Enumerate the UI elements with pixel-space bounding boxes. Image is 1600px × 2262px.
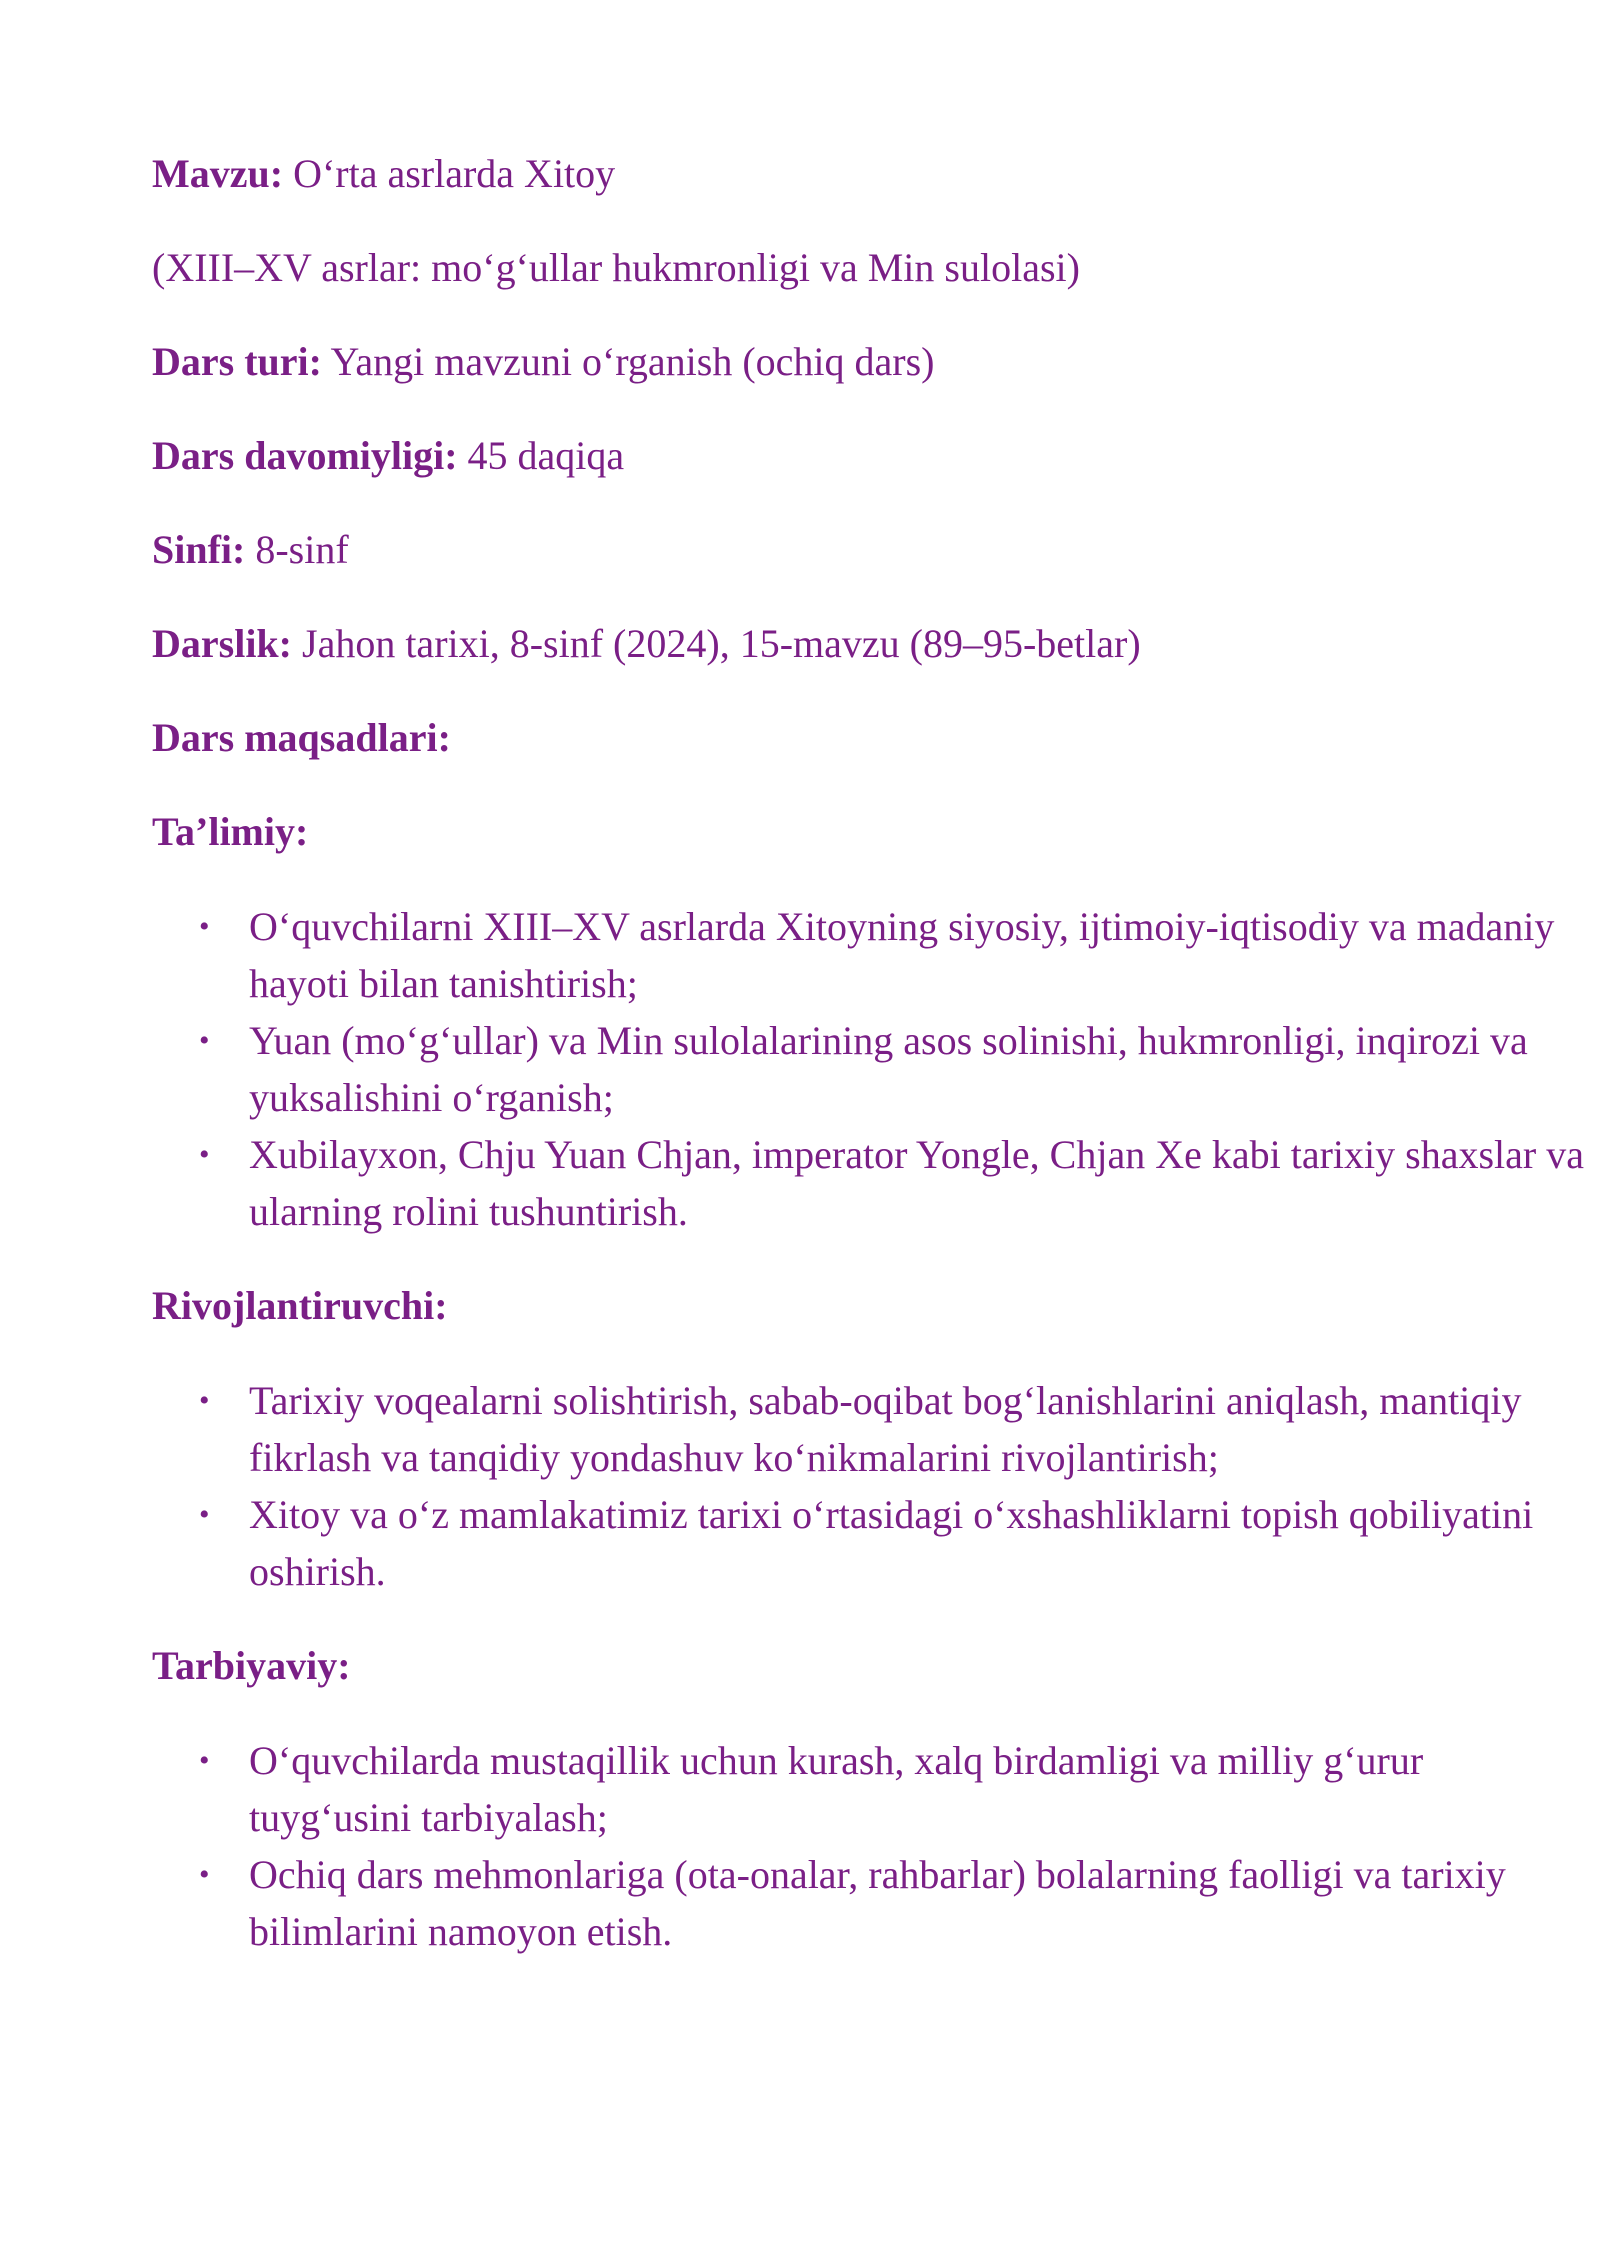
- bullet-icon: •: [199, 910, 210, 943]
- list-item-text: Xubilayxon, Chju Yuan Chjan, imperator Yongle, Chjan Xe kabi tarixiy shaxslar va ularning rolini tushuntirish.: [249, 1132, 1584, 1234]
- grade-label: Sinfi:: [152, 527, 246, 572]
- textbook-value: Jahon tarixi, 8-sinf (2024), 15-mavzu (89–95-betlar): [302, 621, 1141, 666]
- bullet-icon: •: [199, 1138, 210, 1171]
- grade-line: [152, 522, 1452, 578]
- duration-line: [152, 428, 1452, 484]
- list-item: [152, 1012, 1589, 1126]
- developmental-heading: Rivojlantiruvchi:: [152, 1283, 448, 1328]
- list-item-text: Xitoy va o‘z mamlakatimiz tarixi o‘rtasidagi o‘xshashliklarni topish qobiliyatini oshirish.: [249, 1492, 1534, 1594]
- duration-value: 45 daqiqa: [467, 433, 625, 478]
- textbook-label: Darslik:: [152, 621, 292, 666]
- list-item-text: Ochiq dars mehmonlariga (ota-onalar, rahbarlar) bolalarning faolligi va tarixiy bilimlarini namoyon etish.: [249, 1852, 1506, 1954]
- educational-heading: Ta’limiy:: [152, 809, 309, 854]
- list-item-text: O‘quvchilarda mustaqillik uchun kurash, xalq birdamligi va milliy g‘urur tuyg‘usini tarbiyalash;: [249, 1738, 1424, 1840]
- bullet-icon: •: [199, 1498, 210, 1531]
- list-item-text: O‘quvchilarni XIII–XV asrlarda Xitoyning siyosiy, ijtimoiy-iqtisodiy va madaniy hayoti bilan tanishtirish;: [249, 904, 1555, 1006]
- developmental-list: [152, 1372, 1534, 1600]
- bullet-icon: •: [199, 1384, 210, 1417]
- textbook-line: [152, 616, 1452, 672]
- list-item-text: Tarixiy voqealarni solishtirish, sabab-oqibat bog‘lanishlarini aniqlash, mantiqiy fikrlash va tanqidiy yondashuv ko‘nikmalarini rivojlantirish;: [249, 1378, 1522, 1480]
- list-item: [152, 1846, 1589, 1960]
- duration-label: Dars davomiyligi:: [152, 433, 458, 478]
- list-item: [152, 1372, 1589, 1486]
- educational-list: [152, 898, 1584, 1240]
- objectives-heading: Dars maqsadlari:: [152, 715, 451, 760]
- list-item-text: Yuan (mo‘g‘ullar) va Min sulolalarining asos solinishi, hukmronligi, inqirozi va yuksalishini o‘rganish;: [249, 1018, 1528, 1120]
- topic-line: [152, 146, 1452, 202]
- bullet-icon: •: [199, 1744, 210, 1777]
- lesson-type-value: Yangi mavzuni o‘rganish (ochiq dars): [330, 339, 935, 384]
- lesson-plan: [152, 146, 1584, 1998]
- topic-subtitle: (XIII–XV asrlar: mo‘g‘ullar hukmronligi va Min sulolasi): [152, 245, 1080, 290]
- lesson-type-line: [152, 334, 1452, 390]
- list-item: [152, 1126, 1589, 1240]
- list-item: [152, 1732, 1589, 1846]
- topic-value: O‘rta asrlarda Xitoy: [293, 151, 616, 196]
- grade-value: 8-sinf: [255, 527, 349, 572]
- bullet-icon: •: [199, 1024, 210, 1057]
- upbringing-heading: Tarbiyaviy:: [152, 1643, 351, 1688]
- lesson-type-label: Dars turi:: [152, 339, 322, 384]
- upbringing-list: [152, 1732, 1506, 1960]
- topic-label: Mavzu:: [152, 151, 284, 196]
- list-item: [152, 898, 1589, 1012]
- bullet-icon: •: [199, 1858, 210, 1891]
- list-item: [152, 1486, 1589, 1600]
